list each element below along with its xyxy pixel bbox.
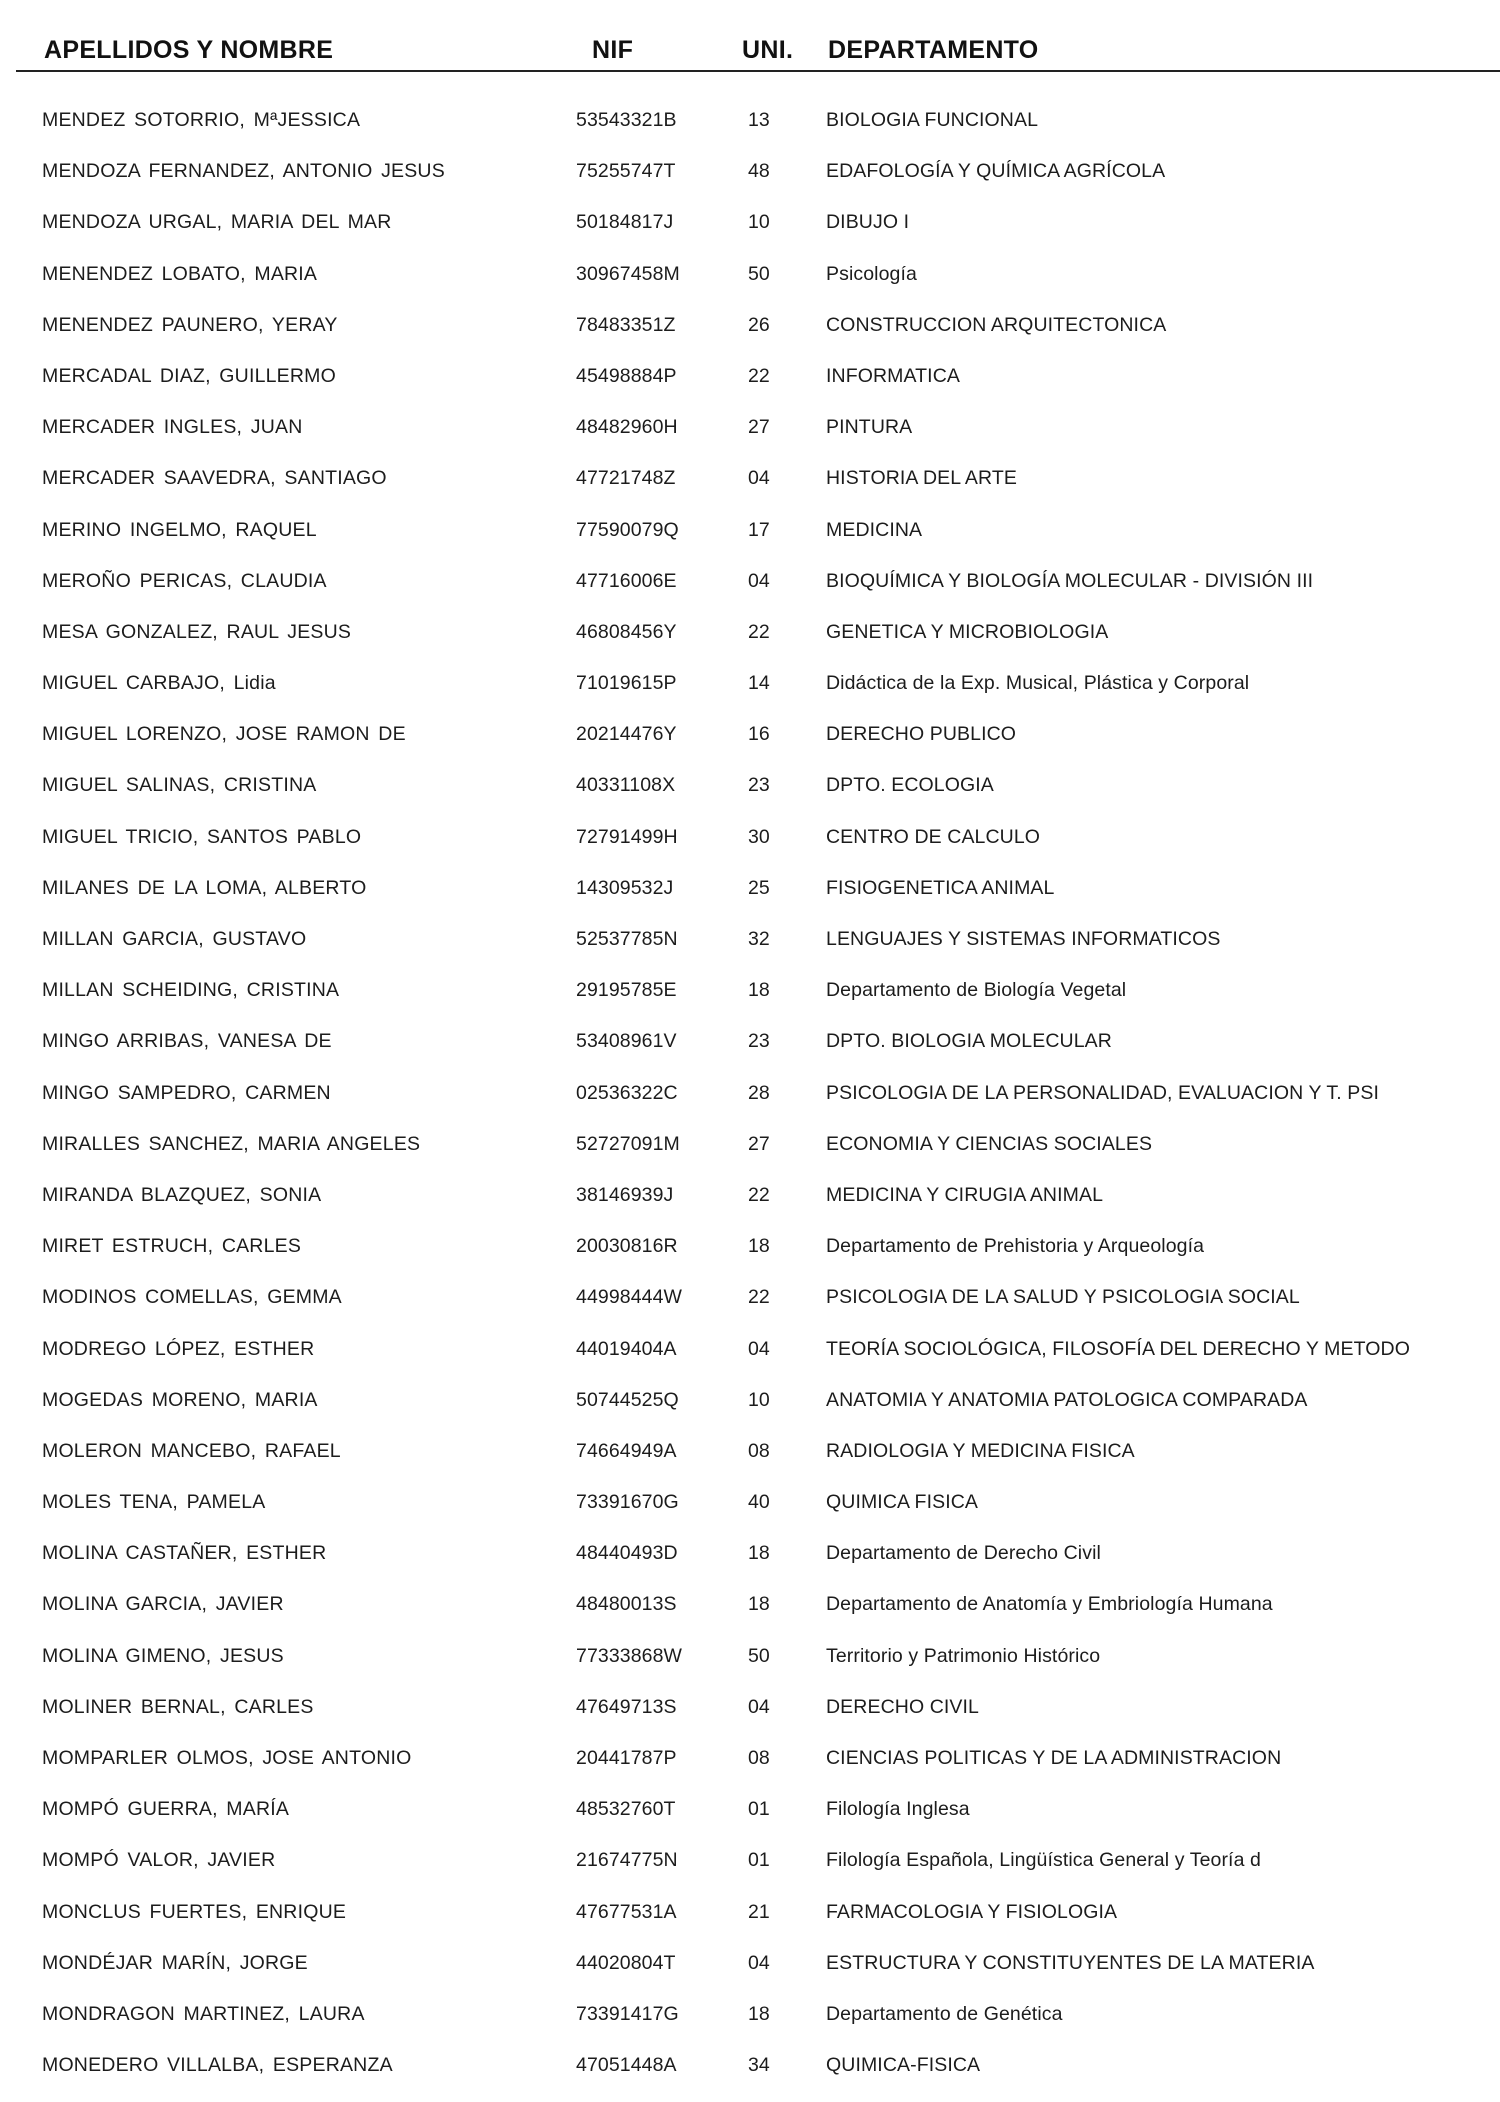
row-name: MONDRAGON MARTINEZ, LAURA bbox=[42, 2002, 365, 2025]
table-row bbox=[0, 304, 1500, 355]
row-name: MENDOZA FERNANDEZ, ANTONIO JESUS bbox=[42, 160, 445, 183]
row-nif: 72791499H bbox=[576, 825, 678, 848]
row-name: MILLAN SCHEIDING, CRISTINA bbox=[42, 979, 340, 1002]
row-department: Departamento de Prehistoria y Arqueología bbox=[826, 1235, 1205, 1258]
row-uni: 22 bbox=[748, 364, 770, 387]
row-department: MEDICINA Y CIRUGIA ANIMAL bbox=[826, 1183, 1104, 1206]
row-uni: 18 bbox=[748, 2002, 770, 2025]
row-department: Departamento de Biología Vegetal bbox=[826, 979, 1127, 1002]
row-uni: 18 bbox=[748, 1593, 770, 1616]
row-department: ANATOMIA Y ANATOMIA PATOLOGICA COMPARADA bbox=[826, 1388, 1308, 1411]
row-department: PSICOLOGIA DE LA SALUD Y PSICOLOGIA SOCIAL bbox=[826, 1286, 1300, 1309]
row-uni: 18 bbox=[748, 1542, 770, 1565]
table-row bbox=[0, 150, 1500, 201]
row-nif: 45498884P bbox=[576, 364, 677, 387]
row-department: DPTO. ECOLOGIA bbox=[826, 774, 994, 797]
row-name: MESA GONZALEZ, RAUL JESUS bbox=[42, 620, 352, 643]
table-row bbox=[0, 1583, 1500, 1634]
table-row bbox=[0, 662, 1500, 713]
row-department: Filología Española, Lingüística General y Teoría d bbox=[826, 1849, 1261, 1872]
row-name: MERINO INGELMO, RAQUEL bbox=[42, 518, 317, 541]
row-name: MIRET ESTRUCH, CARLES bbox=[42, 1235, 302, 1258]
row-department: CONSTRUCCION ARQUITECTONICA bbox=[826, 313, 1167, 336]
row-uni: 10 bbox=[748, 211, 770, 234]
row-department: RADIOLOGIA Y MEDICINA FISICA bbox=[826, 1439, 1135, 1462]
row-uni: 26 bbox=[748, 313, 770, 336]
row-uni: 14 bbox=[748, 672, 770, 695]
header-name: APELLIDOS Y NOMBRE bbox=[44, 36, 334, 64]
row-uni: 23 bbox=[748, 774, 770, 797]
row-department: ECONOMIA Y CIENCIAS SOCIALES bbox=[826, 1132, 1153, 1155]
table-row bbox=[0, 1635, 1500, 1686]
row-name: MENDEZ SOTORRIO, MªJESSICA bbox=[42, 109, 361, 131]
row-department: DERECHO PUBLICO bbox=[826, 723, 1017, 746]
row-name: MIRALLES SANCHEZ, MARIA ANGELES bbox=[42, 1132, 421, 1155]
row-nif: 21674775N bbox=[576, 1849, 678, 1872]
table-row bbox=[0, 816, 1500, 867]
row-name: MENENDEZ PAUNERO, YERAY bbox=[42, 313, 338, 336]
row-nif: 30967458M bbox=[576, 262, 680, 285]
header-department: DEPARTAMENTO bbox=[828, 36, 1039, 64]
row-uni: 48 bbox=[748, 160, 770, 183]
row-uni: 22 bbox=[748, 620, 770, 643]
table-row bbox=[0, 1225, 1500, 1276]
row-nif: 20214476Y bbox=[576, 723, 677, 746]
row-name: MODINOS COMELLAS, GEMMA bbox=[42, 1286, 342, 1309]
row-department: PSICOLOGIA DE LA PERSONALIDAD, EVALUACION Y T. PSI bbox=[826, 1081, 1380, 1104]
row-department: BIOQUÍMICA Y BIOLOGÍA MOLECULAR - DIVISIÓN III bbox=[826, 569, 1314, 592]
row-uni: 17 bbox=[748, 518, 770, 541]
table-row bbox=[0, 1839, 1500, 1890]
row-nif: 75255747T bbox=[576, 160, 676, 183]
table-row bbox=[0, 918, 1500, 969]
row-name: MOLERON MANCEBO, RAFAEL bbox=[42, 1439, 341, 1462]
row-uni: 04 bbox=[748, 467, 770, 490]
table-row bbox=[0, 2044, 1500, 2095]
table-row bbox=[0, 253, 1500, 304]
table-row bbox=[0, 1532, 1500, 1583]
row-uni: 10 bbox=[748, 1388, 770, 1411]
table-row bbox=[0, 1430, 1500, 1481]
row-nif: 78483351Z bbox=[576, 313, 676, 336]
row-name: MOLINA CASTAÑER, ESTHER bbox=[42, 1542, 327, 1565]
row-department: DIBUJO I bbox=[826, 211, 910, 234]
row-nif: 14309532J bbox=[576, 876, 674, 899]
row-nif: 53543321B bbox=[576, 109, 677, 131]
table-row bbox=[0, 406, 1500, 457]
table-row bbox=[0, 1993, 1500, 2044]
row-name: MONCLUS FUERTES, ENRIQUE bbox=[42, 1900, 347, 1923]
row-name: MOMPARLER OLMOS, JOSE ANTONIO bbox=[42, 1747, 412, 1769]
row-uni: 23 bbox=[748, 1030, 770, 1053]
row-uni: 08 bbox=[748, 1747, 770, 1769]
row-uni: 04 bbox=[748, 1951, 770, 1974]
row-department: Departamento de Derecho Civil bbox=[826, 1542, 1101, 1565]
row-department: Departamento de Genética bbox=[826, 2002, 1063, 2025]
row-nif: 52727091M bbox=[576, 1132, 680, 1155]
row-nif: 29195785E bbox=[576, 979, 677, 1002]
header-divider bbox=[16, 70, 1500, 72]
row-uni: 25 bbox=[748, 876, 770, 899]
row-nif: 73391417G bbox=[576, 2002, 679, 2025]
row-uni: 34 bbox=[748, 2054, 770, 2077]
row-department: FISIOGENETICA ANIMAL bbox=[826, 876, 1055, 899]
row-uni: 16 bbox=[748, 723, 770, 746]
row-department: FARMACOLOGIA Y FISIOLOGIA bbox=[826, 1900, 1118, 1923]
table-row bbox=[0, 867, 1500, 918]
table-row bbox=[0, 969, 1500, 1020]
row-name: MEROÑO PERICAS, CLAUDIA bbox=[42, 569, 327, 592]
row-name: MERCADER SAAVEDRA, SANTIAGO bbox=[42, 467, 387, 490]
row-uni: 50 bbox=[748, 1644, 770, 1667]
row-uni: 18 bbox=[748, 1235, 770, 1258]
row-nif: 48482960H bbox=[576, 416, 678, 439]
table-row bbox=[0, 1686, 1500, 1737]
row-uni: 27 bbox=[748, 416, 770, 439]
row-nif: 47721748Z bbox=[576, 467, 676, 490]
row-department: BIOLOGIA FUNCIONAL bbox=[826, 109, 1039, 131]
table-row bbox=[0, 1788, 1500, 1839]
table-row bbox=[0, 1276, 1500, 1327]
row-department: PINTURA bbox=[826, 416, 913, 439]
row-name: MERCADER INGLES, JUAN bbox=[42, 416, 303, 439]
table-row bbox=[0, 1481, 1500, 1532]
row-nif: 71019615P bbox=[576, 672, 677, 695]
row-nif: 48480013S bbox=[576, 1593, 677, 1616]
table-row bbox=[0, 1379, 1500, 1430]
row-nif: 20030816R bbox=[576, 1235, 678, 1258]
row-nif: 74664949A bbox=[576, 1439, 677, 1462]
table-row bbox=[0, 1328, 1500, 1379]
row-nif: 46808456Y bbox=[576, 620, 677, 643]
row-nif: 47051448A bbox=[576, 2054, 677, 2077]
row-nif: 02536322C bbox=[576, 1081, 678, 1104]
table-row bbox=[0, 611, 1500, 662]
row-nif: 50184817J bbox=[576, 211, 674, 234]
row-department: GENETICA Y MICROBIOLOGIA bbox=[826, 620, 1109, 643]
table-row bbox=[0, 99, 1500, 150]
row-department: DERECHO CIVIL bbox=[826, 1695, 979, 1718]
table-row bbox=[0, 201, 1500, 252]
row-department: INFORMATICA bbox=[826, 364, 960, 387]
row-name: MENENDEZ LOBATO, MARIA bbox=[42, 262, 318, 285]
row-nif: 44019404A bbox=[576, 1337, 677, 1360]
table-row bbox=[0, 764, 1500, 815]
row-department: LENGUAJES Y SISTEMAS INFORMATICOS bbox=[826, 928, 1221, 950]
table-row bbox=[0, 1020, 1500, 1071]
row-nif: 40331108X bbox=[576, 774, 676, 797]
row-name: MINGO ARRIBAS, VANESA DE bbox=[42, 1030, 332, 1053]
row-department: QUIMICA-FISICA bbox=[826, 2054, 981, 2077]
row-nif: 77333868W bbox=[576, 1644, 683, 1667]
row-nif: 44020804T bbox=[576, 1951, 676, 1974]
row-nif: 73391670G bbox=[576, 1491, 679, 1514]
row-uni: 04 bbox=[748, 1695, 770, 1718]
row-department: Didáctica de la Exp. Musical, Plástica y Corporal bbox=[826, 672, 1250, 695]
row-name: MIRANDA BLAZQUEZ, SONIA bbox=[42, 1183, 322, 1206]
table-row bbox=[0, 1072, 1500, 1123]
row-department: Psicología bbox=[826, 262, 917, 285]
row-uni: 01 bbox=[748, 1849, 770, 1872]
row-nif: 77590079Q bbox=[576, 518, 679, 541]
row-name: MILANES DE LA LOMA, ALBERTO bbox=[42, 876, 367, 899]
row-department: ESTRUCTURA Y CONSTITUYENTES DE LA MATERIA bbox=[826, 1951, 1315, 1974]
row-uni: 08 bbox=[748, 1439, 770, 1462]
row-name: MOLINA GIMENO, JESUS bbox=[42, 1644, 284, 1667]
row-name: MOLINA GARCIA, JAVIER bbox=[42, 1593, 284, 1616]
row-name: MINGO SAMPEDRO, CARMEN bbox=[42, 1081, 331, 1104]
row-nif: 47649713S bbox=[576, 1695, 677, 1718]
row-uni: 22 bbox=[748, 1183, 770, 1206]
row-uni: 13 bbox=[748, 109, 770, 131]
row-department: QUIMICA FISICA bbox=[826, 1491, 979, 1514]
header-nif: NIF bbox=[592, 36, 634, 64]
row-department: Territorio y Patrimonio Histórico bbox=[826, 1644, 1101, 1667]
row-uni: 32 bbox=[748, 928, 770, 950]
row-department: DPTO. BIOLOGIA MOLECULAR bbox=[826, 1030, 1112, 1053]
table-body bbox=[0, 99, 1500, 2095]
row-uni: 40 bbox=[748, 1491, 770, 1514]
row-nif: 47716006E bbox=[576, 569, 677, 592]
table-row bbox=[0, 560, 1500, 611]
row-name: MOMPÓ GUERRA, MARÍA bbox=[42, 1798, 290, 1821]
row-nif: 52537785N bbox=[576, 928, 678, 950]
row-department: Departamento de Anatomía y Embriología Humana bbox=[826, 1593, 1273, 1616]
row-name: MOLES TENA, PAMELA bbox=[42, 1491, 266, 1514]
row-name: MOMPÓ VALOR, JAVIER bbox=[42, 1849, 276, 1872]
row-department: MEDICINA bbox=[826, 518, 923, 541]
row-name: MIGUEL CARBAJO, Lidia bbox=[42, 672, 276, 695]
row-department: CIENCIAS POLITICAS Y DE LA ADMINISTRACION bbox=[826, 1747, 1282, 1769]
row-nif: 47677531A bbox=[576, 1900, 677, 1923]
row-uni: 28 bbox=[748, 1081, 770, 1104]
table-row bbox=[0, 1891, 1500, 1942]
header-uni: UNI. bbox=[742, 36, 794, 64]
row-nif: 48440493D bbox=[576, 1542, 678, 1565]
row-nif: 44998444W bbox=[576, 1286, 683, 1309]
table-row bbox=[0, 1942, 1500, 1993]
row-uni: 04 bbox=[748, 569, 770, 592]
row-nif: 38146939J bbox=[576, 1183, 674, 1206]
row-nif: 20441787P bbox=[576, 1747, 677, 1769]
table-row bbox=[0, 457, 1500, 508]
row-uni: 21 bbox=[748, 1900, 770, 1923]
row-name: MODREGO LÓPEZ, ESTHER bbox=[42, 1337, 315, 1360]
row-uni: 27 bbox=[748, 1132, 770, 1155]
row-name: MENDOZA URGAL, MARIA DEL MAR bbox=[42, 211, 392, 234]
row-nif: 50744525Q bbox=[576, 1388, 679, 1411]
table-row bbox=[0, 509, 1500, 560]
table-row bbox=[0, 355, 1500, 406]
row-department: TEORÍA SOCIOLÓGICA, FILOSOFÍA DEL DERECHO Y METODO bbox=[826, 1337, 1410, 1360]
row-department: EDAFOLOGÍA Y QUÍMICA AGRÍCOLA bbox=[826, 160, 1166, 183]
table-row bbox=[0, 1174, 1500, 1225]
row-uni: 22 bbox=[748, 1286, 770, 1309]
row-nif: 53408961V bbox=[576, 1030, 677, 1053]
row-name: MOGEDAS MORENO, MARIA bbox=[42, 1388, 318, 1411]
row-uni: 01 bbox=[748, 1798, 770, 1821]
row-department: HISTORIA DEL ARTE bbox=[826, 467, 1017, 490]
row-name: MIGUEL LORENZO, JOSE RAMON DE bbox=[42, 723, 406, 746]
row-name: MIGUEL TRICIO, SANTOS PABLO bbox=[42, 825, 362, 848]
row-name: MERCADAL DIAZ, GUILLERMO bbox=[42, 364, 336, 387]
row-name: MONEDERO VILLALBA, ESPERANZA bbox=[42, 2054, 393, 2077]
row-department: CENTRO DE CALCULO bbox=[826, 825, 1041, 848]
row-uni: 30 bbox=[748, 825, 770, 848]
row-department: Filología Inglesa bbox=[826, 1798, 970, 1821]
row-name: MIGUEL SALINAS, CRISTINA bbox=[42, 774, 317, 797]
table-row bbox=[0, 713, 1500, 764]
row-uni: 04 bbox=[748, 1337, 770, 1360]
row-nif: 48532760T bbox=[576, 1798, 676, 1821]
row-name: MILLAN GARCIA, GUSTAVO bbox=[42, 928, 307, 950]
table-row bbox=[0, 1123, 1500, 1174]
row-name: MONDÉJAR MARÍN, JORGE bbox=[42, 1951, 308, 1974]
row-uni: 50 bbox=[748, 262, 770, 285]
row-name: MOLINER BERNAL, CARLES bbox=[42, 1695, 314, 1718]
table-row bbox=[0, 1737, 1500, 1788]
row-uni: 18 bbox=[748, 979, 770, 1002]
